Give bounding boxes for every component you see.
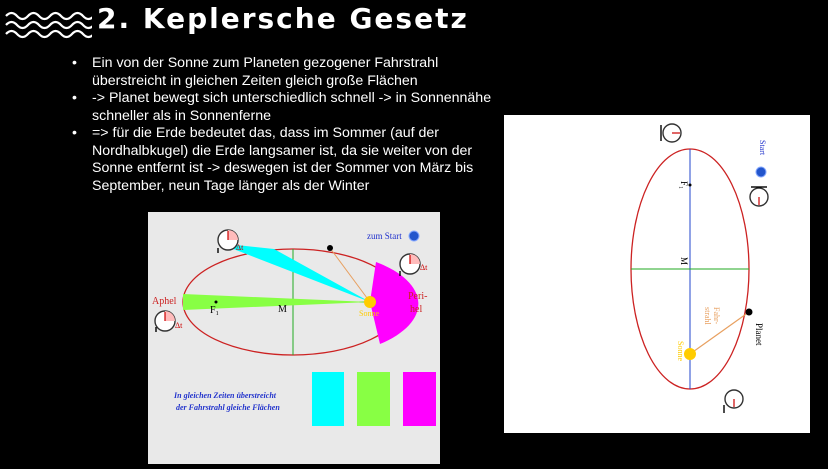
slide-title: 2. Keplersche Gesetz [97, 2, 469, 35]
aphel-label: Aphel [152, 296, 177, 307]
clock-icon [661, 124, 681, 142]
bullet-item: • Ein von der Sonne zum Planeten gezogener Fahrstrahl überstreicht in gleichen Zeiten gleich große Flächen [72, 55, 492, 90]
caption-line-2: der Fahrstrahl gleiche Flächen [176, 403, 280, 412]
sonne-label: Sonne [676, 341, 685, 361]
m-label: M [278, 304, 287, 315]
globe-icon[interactable] [756, 167, 766, 177]
fahrstrahl-label-1: Fahr- [712, 307, 721, 325]
focus-dot [215, 301, 218, 304]
caption-line-1: In gleichen Zeiten überstreicht [174, 391, 276, 400]
delta-t-label: Δt [420, 263, 428, 272]
planet-label: Planet [754, 323, 764, 346]
sun [364, 296, 376, 308]
m-label: M [679, 257, 689, 266]
bullet-item: • => für die Erde bedeutet das, dass im Sommer (auf der Nordhalbkugel) die Erde langsamer ist, da sie weiter von der Sonne entfernt ist -> deswegen ist der Sommer von März bis September, neun Tage länger als der Winter [72, 125, 492, 195]
delta-t-label: Δt [175, 321, 183, 330]
f1-label: F₁ [210, 305, 220, 316]
clock-icon [400, 254, 420, 276]
perihel-label-1: Peri- [408, 291, 428, 302]
delta-t-label: Δt [236, 243, 244, 252]
globe-icon[interactable] [409, 231, 419, 241]
swatch-magenta [403, 372, 436, 426]
f1-label: F₁ [679, 181, 689, 190]
planet-dot [327, 245, 333, 251]
kepler-diagram-vertical [504, 115, 810, 433]
clock-icon [155, 311, 175, 332]
clock-icon [750, 187, 768, 206]
bullet-list [72, 55, 492, 195]
bullet-item: • -> Planet bewegt sich unterschiedlich schnell -> in Sonnennähe schneller als in Sonnenferne [72, 90, 492, 125]
planet-dot [746, 309, 753, 316]
swatch-cyan [312, 372, 344, 426]
fahrstrahl-label-2: strahl [703, 307, 712, 325]
perihel-label-2: hel [410, 304, 423, 315]
clock-icon [724, 390, 743, 413]
kepler-diagram-horizontal [148, 212, 440, 464]
swatch-green [357, 372, 390, 426]
start-label[interactable]: zum Start [367, 231, 402, 241]
sonne-label: Sonne [359, 309, 379, 318]
wave-decoration-icon [4, 8, 92, 42]
start-label[interactable]: Start [758, 140, 767, 156]
